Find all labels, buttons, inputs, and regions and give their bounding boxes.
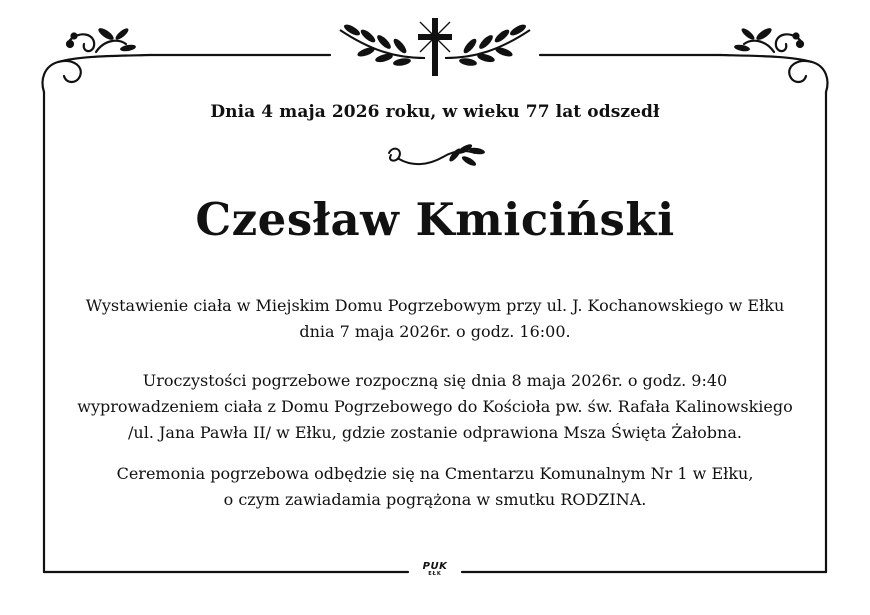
- paragraph-line: Wystawienie ciała w Miejskim Domu Pogrzebowym przy ul. J. Kochanowskiego w Ełku: [85, 296, 785, 315]
- intro-line: Dnia 4 maja 2026 roku, w wieku 77 lat odszedł: [210, 102, 660, 122]
- cross-with-laurel-icon: [340, 18, 530, 76]
- deceased-name: Czesław Kmiciński: [195, 193, 675, 246]
- floral-scroll-icon: [43, 34, 150, 93]
- floral-scroll-icon: [720, 34, 827, 93]
- paragraph-line: wyprowadzeniem ciała z Domu Pogrzebowego do Kościoła pw. św. Rafała Kalinowskiego: [77, 397, 793, 416]
- paragraph-line: o czym zawiadamia pogrążona w smutku RODZINA.: [223, 490, 647, 509]
- leaf-sprig-icon: [383, 141, 487, 173]
- logo-sub-text: EŁK: [428, 571, 442, 577]
- funeral-paragraph: [44, 368, 826, 446]
- paragraph-line: Ceremonia pogrzebowa odbędzie się na Cmentarzu Komunalnym Nr 1 w Ełku,: [116, 464, 754, 483]
- viewing-paragraph: [44, 293, 826, 345]
- ceremony-paragraph: [44, 461, 826, 513]
- logo-main-text: PUK: [422, 561, 448, 572]
- paragraph-line: Uroczystości pogrzebowe rozpoczną się dnia 8 maja 2026r. o godz. 9:40: [142, 371, 728, 390]
- puk-logo: [414, 562, 456, 577]
- paragraph-line: /ul. Jana Pawła II/ w Ełku, gdzie zostanie odprawiona Msza Święta Żałobna.: [128, 423, 742, 442]
- paragraph-line: dnia 7 maja 2026r. o godz. 16:00.: [299, 322, 571, 341]
